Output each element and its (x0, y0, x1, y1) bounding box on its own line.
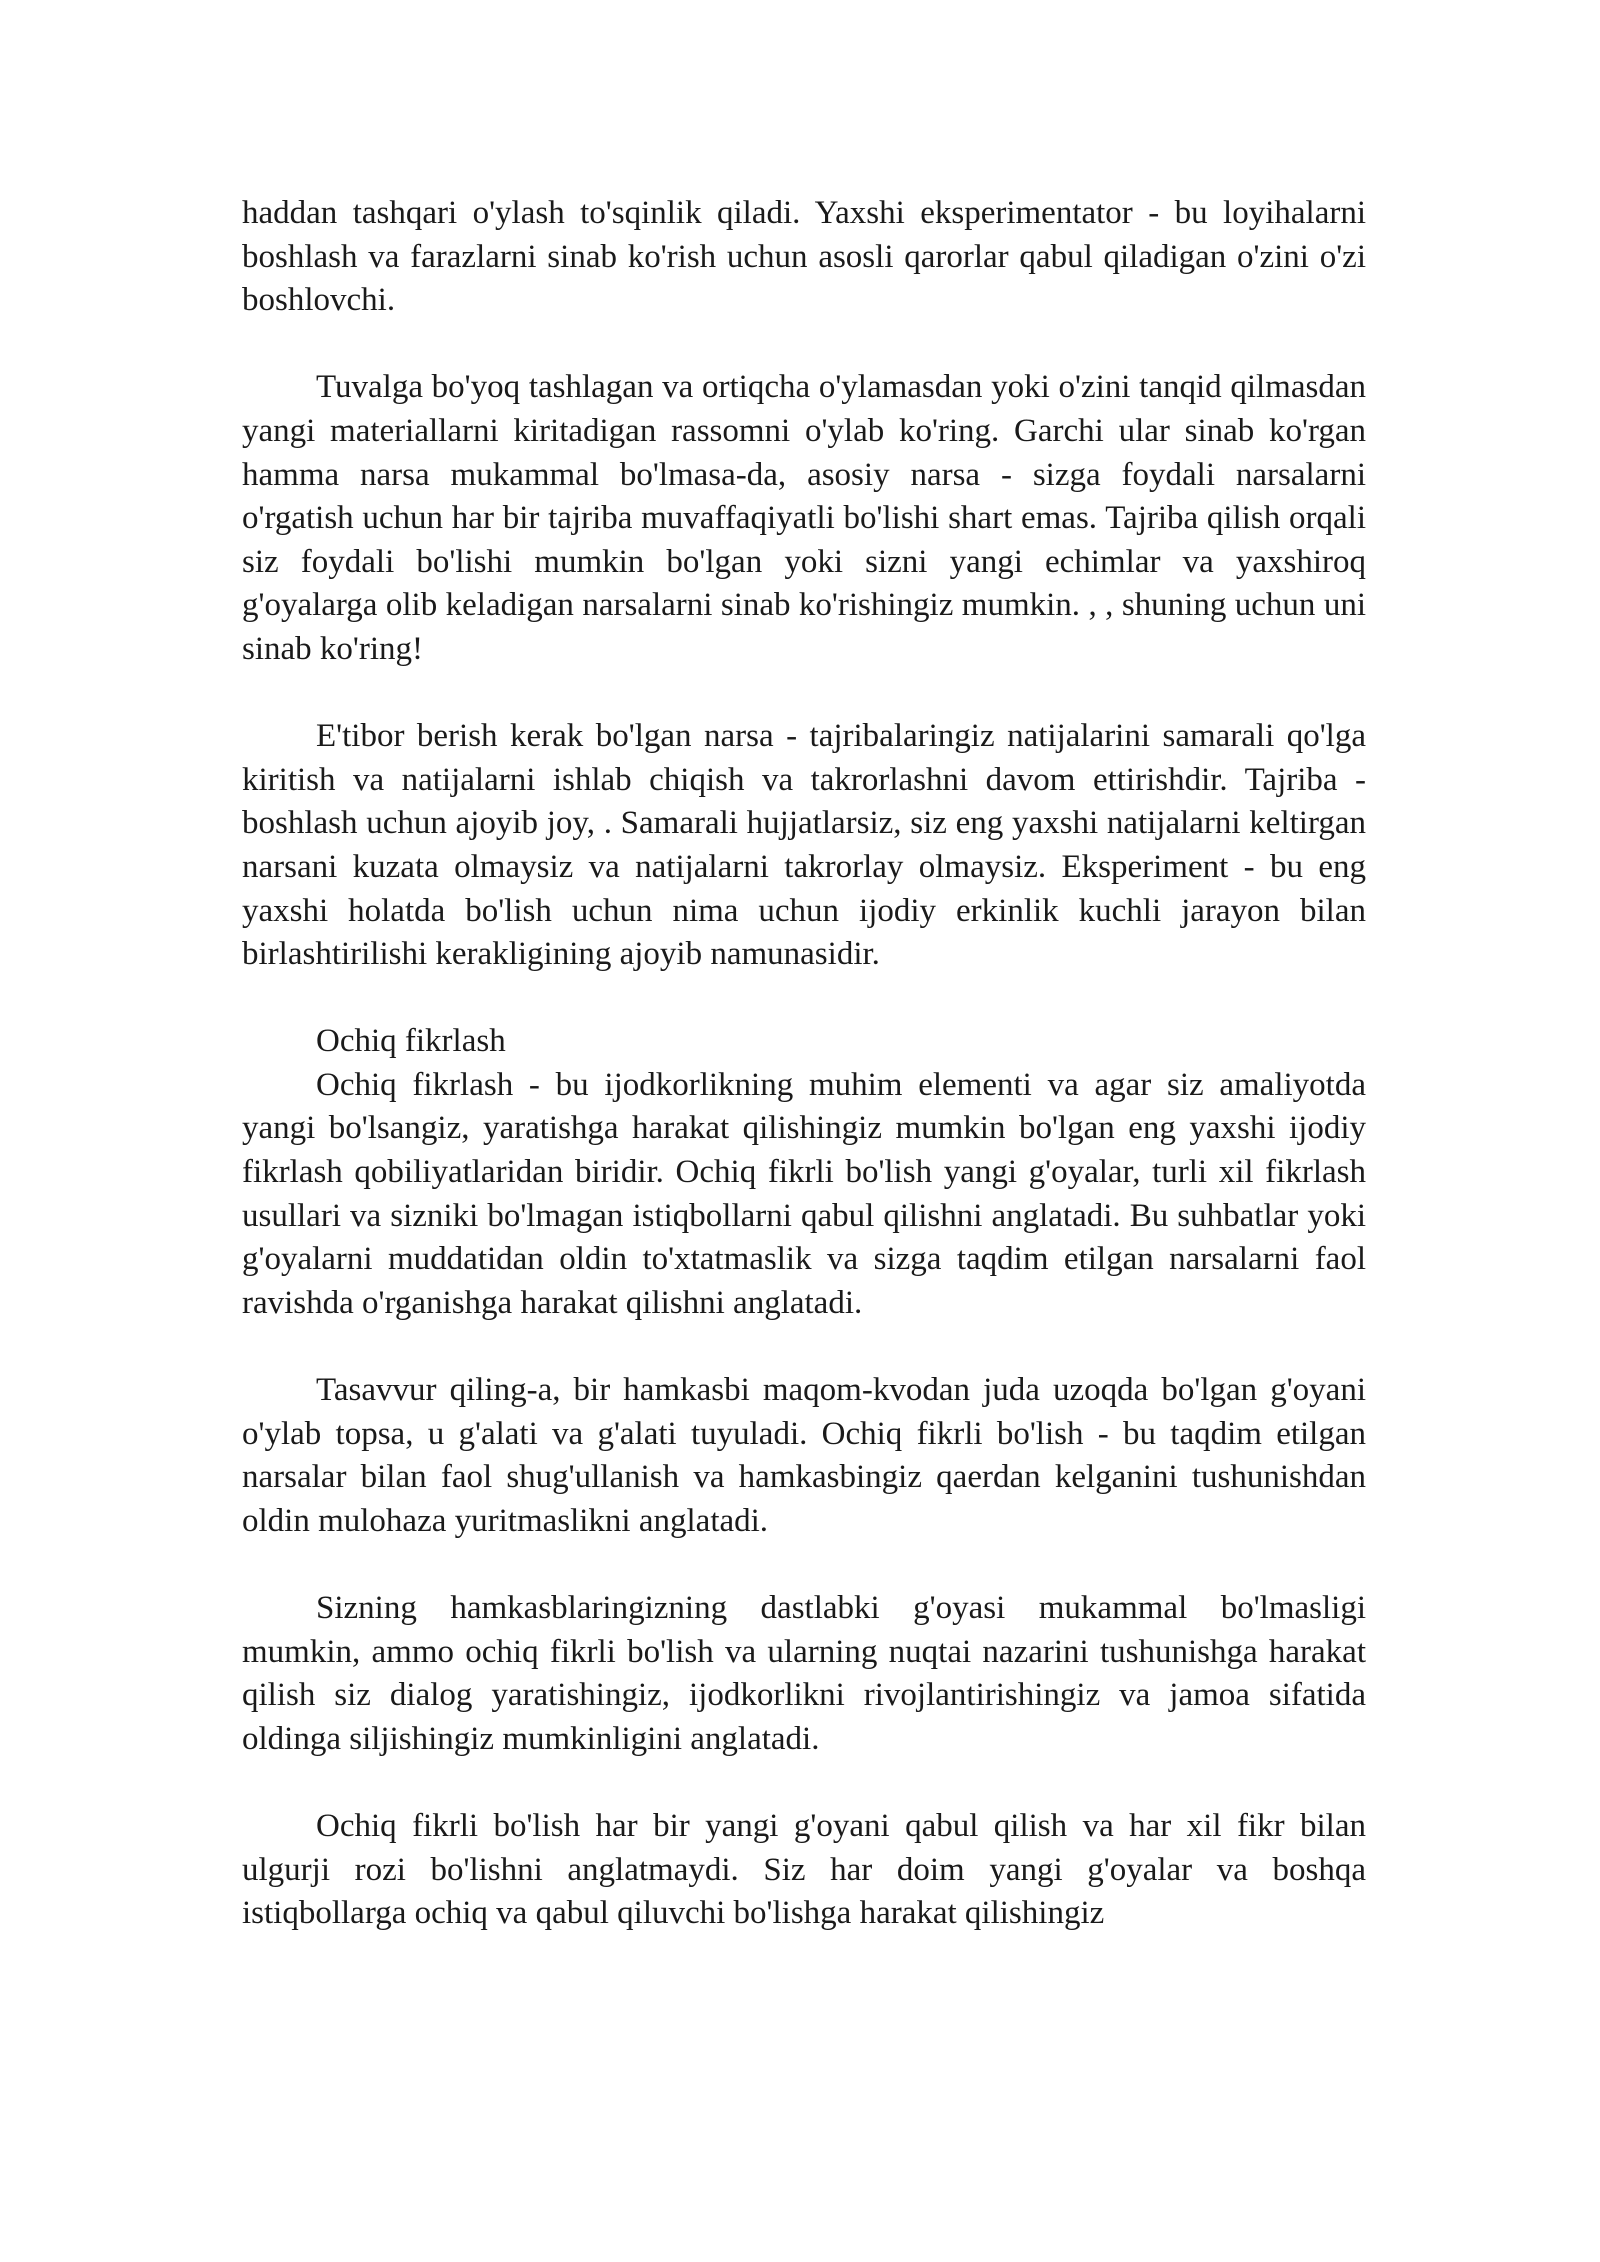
paragraph-documentation: E'tibor berish kerak bo'lgan narsa - tajribalaringiz natijalarini samarali qo'lga kiritish va natijalarni ishlab chiqish va takrorlashni davom ettirishdir. Tajriba - boshlash uchun ajoyib joy, . Samarali hujjatlarsiz, siz eng yaxshi natijalarni keltirgan narsani kuzata olmaysiz va natijalarni takrorlay olmaysiz. Eksperiment - bu eng yaxshi holatda bo'lish uchun nima uchun ijodiy erkinlik kuchli jarayon bilan birlashtirilishi kerakligining ajoyib namunasidir. (242, 718, 1366, 973)
paragraph-painter-example: Tuvalga bo'yoq tashlagan va ortiqcha o'ylamasdan yoki o'zini tanqid qilmasdan yangi materiallarni kiritadigan rassomni o'ylab ko'ring. Garchi ular sinab ko'rgan hamma narsa mukammal bo'lmasa-da, asosiy narsa - sizga foydali narsalarni o'rgatish uchun har bir tajriba muvaffaqiyatli bo'lishi shart emas. Tajriba qilish orqali siz foydali bo'lishi mumkin bo'lgan yoki sizni yangi echimlar va yaxshiroq g'oyalarga olib keladigan narsalarni sinab ko'rishingiz mumkin. , , shuning uchun uni sinab ko'ring! (242, 369, 1366, 667)
paragraph-continuation: haddan tashqari o'ylash to'sqinlik qiladi. Yaxshi eksperimentator - bu loyihalarni boshlash va farazlarni sinab ko'rish uchun asosli qarorlar qabul qiladigan o'zini o'zi boshlovchi. (242, 195, 1366, 319)
document-page (242, 192, 1366, 1936)
section-heading: Ochiq fikrlash (316, 1023, 506, 1060)
paragraph-not-accepting-all: Ochiq fikrli bo'lish har bir yangi g'oyani qabul qilish va har xil fikr bilan ulgurji rozi bo'lishni anglatmaydi. Siz har doim yangi g'oyalar va boshqa istiqbollarga ochiq va qabul qiluvchi bo'lishga harakat qilishingiz (242, 1807, 1366, 1932)
paragraph-dialog: Sizning hamkasblaringizning dastlabki g'oyasi mukammal bo'lmasligi mumkin, ammo ochiq fikrli bo'lish va ularning nuqtai nazarini tushunishga harakat qilish siz dialog yaratishingiz, ijodkorlikni rivojlantirishingiz va jamoa sifatida oldinga siljishingiz mumkinligini anglatadi. (242, 1590, 1366, 1757)
paragraph-open-minded-intro: Ochiq fikrlash - bu ijodkorlikning muhim elementi va agar siz amaliyotda yangi bo'lsangiz, yaratishga harakat qilishingiz mumkin bo'lgan eng yaxshi ijodiy fikrlash qobiliyatlaridan biridir. Ochiq fikrli bo'lish yangi g'oyalar, turli xil fikrlash usullari va sizniki bo'lmagan istiqbollarni qabul qilishni anglatadi. Bu suhbatlar yoki g'oyalarni muddatidan oldin to'xtatmaslik va sizga taqdim etilgan narsalarni faol ravishda o'rganishga harakat qilishni anglatadi. (242, 1066, 1366, 1321)
paragraph-colleague-idea: Tasavvur qiling-a, bir hamkasbi maqom-kvodan juda uzoqda bo'lgan g'oyani o'ylab topsa, u g'alati va g'alati tuyuladi. Ochiq fikrli bo'lish - bu taqdim etilgan narsalar bilan faol shug'ullanish va hamkasbingiz qaerdan kelganini tushunishdan oldin mulohaza yuritmaslikni anglatadi. (242, 1372, 1366, 1539)
